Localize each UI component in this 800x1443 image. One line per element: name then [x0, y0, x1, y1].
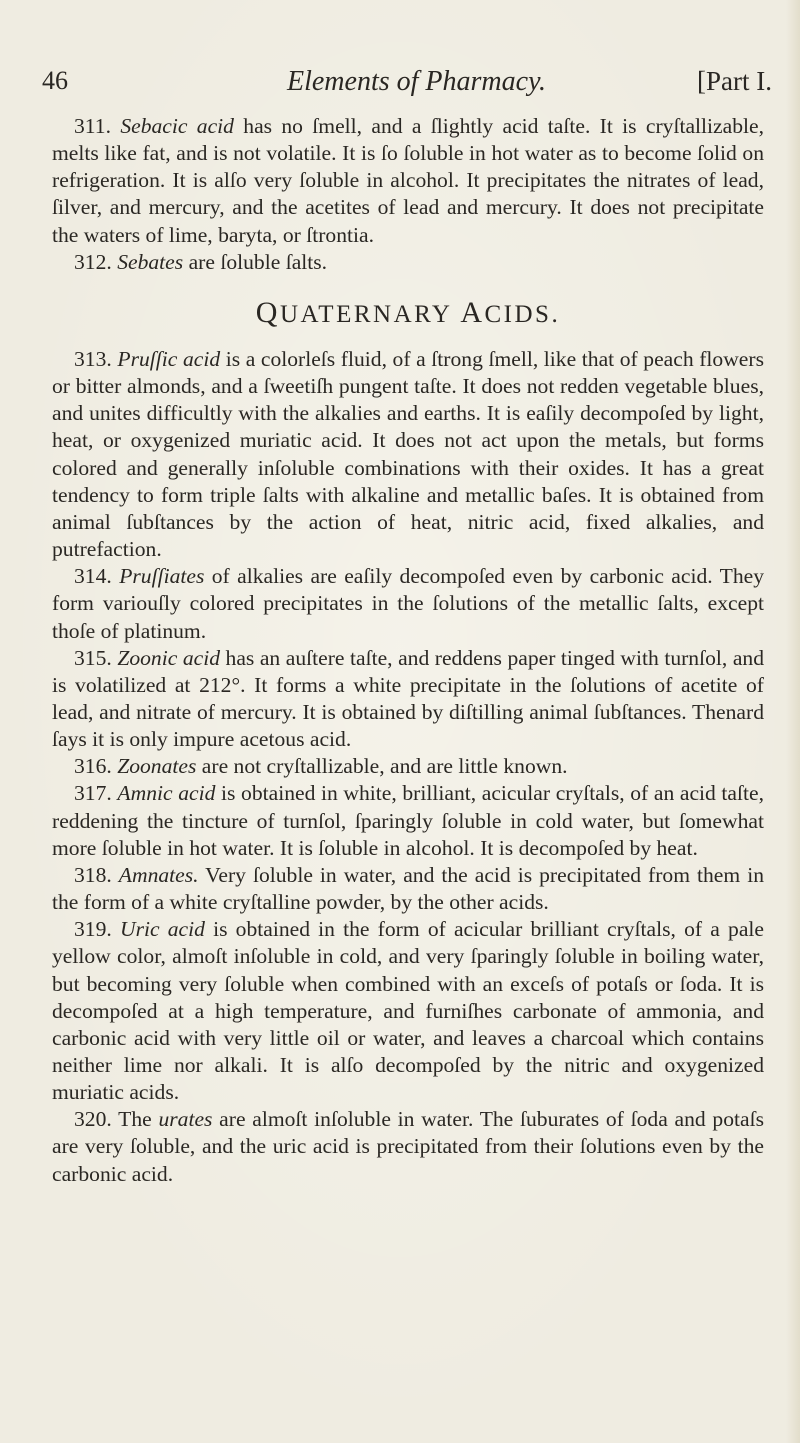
paragraph-term: Zoonic acid	[117, 645, 221, 670]
paragraph-term: Pruſſic acid	[117, 346, 221, 371]
paragraph-text: are almoſt inſoluble in water. The ſuburates of ſoda and potaſs are very ſoluble, and the uric acid is precipitated from their ſolutions even by the carbonic acid.	[52, 1107, 765, 1186]
heading-initial: A	[460, 295, 485, 329]
paragraph-number: 314.	[74, 564, 112, 589]
paragraph-term: Sebacic acid	[120, 114, 234, 138]
heading-initial: Q	[255, 295, 280, 329]
paragraph-term: Amnic acid	[117, 781, 216, 806]
paragraph-311	[52, 113, 764, 249]
body-text	[52, 113, 764, 1188]
paragraph-number: 318.	[74, 862, 112, 887]
paragraph-text: are not cryſtallizable, and are little known.	[196, 754, 568, 779]
paragraph-term: Amnates.	[118, 862, 199, 887]
part-label: [Part I.	[697, 66, 772, 96]
paragraph-317	[52, 780, 764, 861]
paragraph-text: of alkalies are eaſily decompoſed even by carbonic acid. They form variouſly colored precipitates in the ſolutions of the metallic ſalts, except thoſe of platinum.	[52, 564, 765, 643]
paragraph-number: 311.	[74, 114, 111, 138]
paragraph-text: has an auſtere taſte, and reddens paper tinged with turnſol, and is volatilized at 212°. It forms a white precipitate in the ſolutions of acetite of lead, and nitrate of mercury. It is obtained by diſtilling animal ſubſtances. Thenard ſays it is only impure acetous acid.	[52, 645, 764, 752]
paragraph-text: is obtained in white, brilliant, acicular cryſtals, of an acid taſte, reddening the tincture of turnſol, ſparingly ſoluble in cold water, but ſomewhat more ſoluble in hot water. It is ſoluble in alcohol. It is decompoſed by heat.	[52, 781, 764, 860]
paragraph-320	[52, 1106, 764, 1187]
paragraph-number: 319.	[74, 917, 112, 942]
page-edge-shadow	[786, 0, 800, 1443]
paragraph-number: 316.	[74, 754, 112, 779]
paragraph-number: 312.	[74, 249, 112, 274]
paragraph-number: 317.	[74, 781, 112, 806]
paragraph-314	[52, 563, 764, 644]
paragraph-319	[52, 916, 764, 1106]
paragraph-term: Uric acid	[119, 917, 205, 942]
paragraph-term: urates	[158, 1107, 213, 1132]
section-heading	[52, 295, 764, 330]
running-title: Elements of Pharmacy.	[287, 66, 546, 97]
paragraph-text: are ſoluble ſalts.	[183, 249, 328, 274]
paragraph-number: 315.	[74, 645, 112, 670]
paragraph-text: Very ſoluble in water, and the acid is precipitated from them in the form of a white cryſtalline powder, by the other acids.	[52, 862, 764, 915]
paragraph-318	[52, 862, 764, 916]
paragraph-315	[52, 645, 764, 754]
paragraph-312	[52, 249, 764, 276]
paragraph-text: is a colorleſs fluid, of a ſtrong ſmell, like that of peach flowers or bitter almonds, and a ſweetiſh pungent taſte. It does not redden vegetable blues, and unites difficultly with the alkalies and earths. It is eaſily decompoſed by light, heat, or oxygenized muriatic acid. It does not act upon the metals, but forms colored and generally inſoluble combinations with their oxides. It has a great tendency to form triple ſalts with alkaline and metallic baſes. It is obtained from animal ſubſtances by the action of heat, nitric acid, fixed alkalies, and putrefaction.	[52, 346, 764, 562]
page-number: 46	[42, 66, 68, 95]
paragraph-number: 313.	[74, 346, 112, 371]
heading-rest: CIDS.	[484, 300, 561, 328]
paragraph-text: has no ſmell, and a ſlightly acid taſte. It is cryſtallizable, melts like fat, and is not volatile. It is ſo ſoluble in hot water as to become ſolid on refrigeration. It is alſo very ſoluble in alcohol. It precipitates the nitrates of lead, ſilver, and mercury, and the acetites of lead and mercury. It does not precipitate the waters of lime, baryta, or ſtrontia.	[52, 114, 764, 247]
paragraph-term: Zoonates	[117, 754, 197, 779]
paragraph-lead: The	[111, 1107, 159, 1132]
page-header	[42, 66, 772, 106]
paragraph-313	[52, 346, 764, 563]
paragraph-number: 320.	[74, 1107, 112, 1132]
heading-rest: UATERNARY	[279, 300, 461, 328]
paragraph-term: Pruſſiates	[119, 564, 205, 589]
paragraph-316	[52, 753, 764, 780]
paragraph-text: is obtained in the form of acicular brilliant cryſtals, of a pale yellow color, almoſt inſoluble in cold, and very ſparingly ſoluble in boiling water, but becoming very ſoluble when combined with an exceſs of potaſs or ſoda. It is decompoſed at a high temperature, and furniſhes carbonate of ammonia, and carbonic acid with very little oil or water, and leaves a charcoal which contains neither lime nor alkali. It is alſo decompoſed by the nitric and oxygenized muriatic acids.	[52, 917, 764, 1105]
paragraph-term: Sebates	[117, 249, 184, 274]
